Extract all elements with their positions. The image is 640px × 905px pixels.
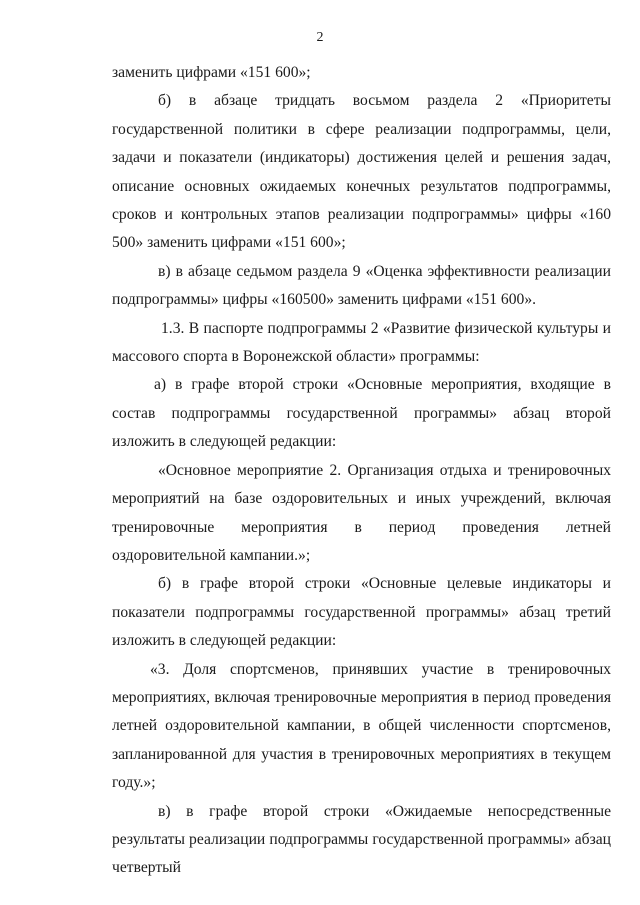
paragraph-quote-indicator: «3. Доля спортсменов, принявших участие в тренировочных мероприятиях, включая тренировочные мероприятия в период проведения летней оздоровительной кампании, в общей численности спортсменов, запланированной для участия в тренировочных мероприятиях в текущем году.»; (112, 660, 611, 792)
paragraph-section-1-3: 1.3. В паспорте подпрограммы 2 «Развитие физической культуры и массового спорта в Воронежской области» программы: (112, 319, 611, 366)
document-body (112, 59, 611, 883)
paragraph-continuation: заменить цифрами «151 600»; (112, 64, 311, 81)
paragraph-item-a: а) в графе второй строки «Основные мероприятия, входящие в состав подпрограммы государственной программы» абзац второй изложить в следующей редакции: (112, 376, 611, 451)
paragraph-item-b: б) в абзаце тридцать восьмом раздела 2 «Приоритеты государственной политики в сфере реализации подпрограммы, цели, задачи и показатели (индикаторы) достижения целей и решения задач, описание основных ожидаемых конечных результатов подпрограммы, сроков и контрольных этапов реализации подпрограммы» цифры «160 500» заменить цифрами «151 600»; (112, 92, 611, 252)
paragraph-quote-main-event: «Основное мероприятие 2. Организация отдыха и тренировочных мероприятий на базе оздоровительных и иных учреждений, включая тренировочные мероприятия в период проведения летней оздоровительной кампании.»; (112, 461, 611, 564)
paragraph-item-b2: б) в графе второй строки «Основные целевые индикаторы и показатели подпрограммы государственной программы» абзац третий изложить в следующей редакции: (112, 575, 611, 650)
paragraph-item-v: в) в абзаце седьмом раздела 9 «Оценка эффективности реализации подпрограммы» цифры «160500» заменить цифрами «151 600». (112, 262, 611, 309)
page-number: 2 (316, 30, 324, 45)
paragraph-item-v2: в) в графе второй строки «Ожидаемые непосредственные результаты реализации подпрограммы государственной программы» абзац четвертый (112, 802, 611, 877)
